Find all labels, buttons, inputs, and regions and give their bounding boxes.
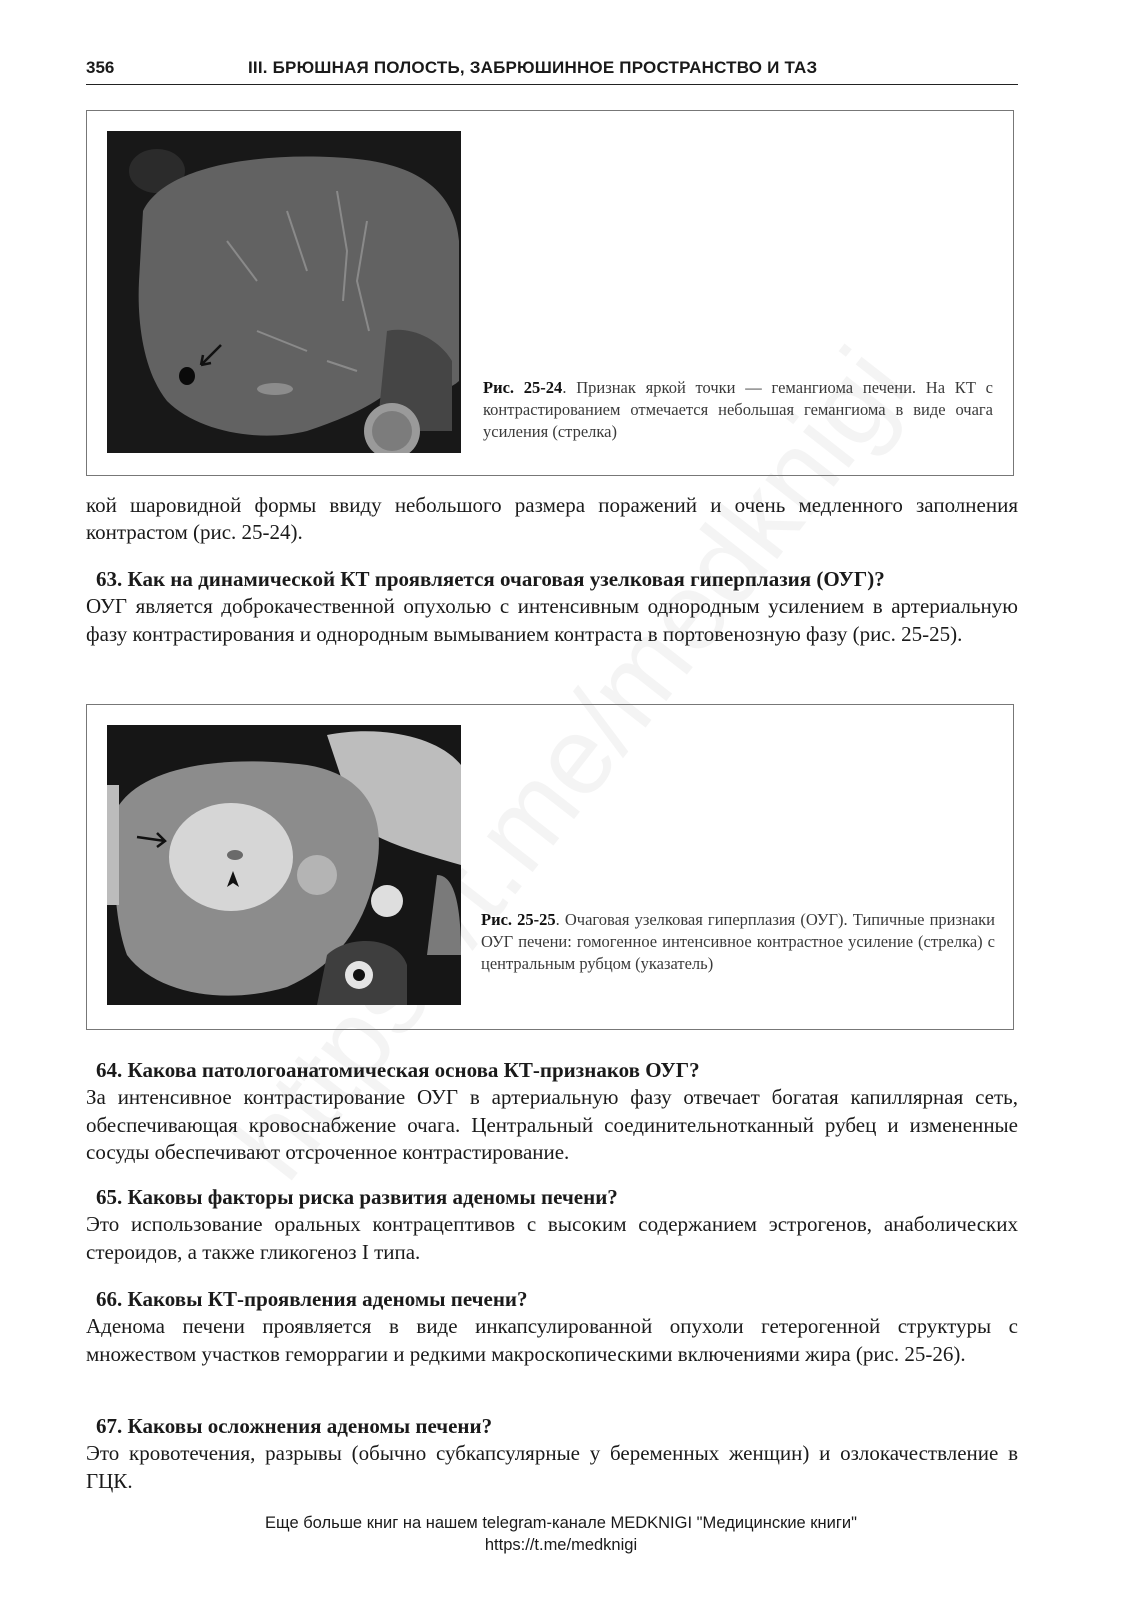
ct-scan-liver-icon	[107, 131, 461, 453]
question-67: 67. Каковы осложнения аденомы печени?	[96, 1414, 493, 1438]
body-paragraph: кой шаровидной формы ввиду небольшого размера поражений и очень медленного заполнения контрастом (рис. 25-24).	[86, 493, 1018, 545]
answer-65: Это использование оральных контрацептивов с высоким содержанием эстрогенов, анаболических стероидов, а также гликогеноз I типа.	[86, 1212, 1018, 1264]
answer-66: Аденома печени проявляется в виде инкапсулированной опухоли гетерогенной структуры с множеством участков геморрагии и редкими макроскопическими включениями жира (рис. 25-26).	[86, 1314, 1018, 1366]
answer-64: За интенсивное контрастирование ОУГ в артериальную фазу отвечает богатая капиллярная сеть, обеспечивающая кровоснабжение очага. Центральный соединительнотканный рубец и измененные сосуды обеспечивают отсроченное контрастирование.	[86, 1085, 1018, 1165]
question-63: 63. Как на динамической КТ проявляется очаговая узелковая гиперплазия (ОУГ)?	[96, 567, 885, 591]
figure-caption: Рис. 25-25. Очаговая узелковая гиперплазия (ОУГ). Типичные признаки ОУГ печени: гомогенное интенсивное контрастное усиление (стрелка) с центральным рубцом (указатель)	[481, 910, 995, 973]
section-64	[86, 1057, 1018, 1167]
answer-67: Это кровотечения, разрывы (обычно субкапсулярные у беременных женщин) и озлокачествление в ГЦК.	[86, 1441, 1018, 1493]
question-65: 65. Каковы факторы риска развития аденомы печени?	[96, 1185, 618, 1209]
section-63	[86, 566, 1018, 648]
figure-25-25	[86, 704, 1014, 1030]
footer-line: Еще больше книг на нашем telegram-канале MEDKNIGI "Медицинские книги"	[265, 1514, 857, 1532]
page-number: 356	[86, 58, 115, 77]
section-67	[86, 1413, 1018, 1495]
ct-scan-fnh-icon	[107, 725, 461, 1005]
page-footer	[0, 1512, 1122, 1556]
section-66	[86, 1286, 1018, 1368]
answer-63: ОУГ является доброкачественной опухолью с интенсивным однородным усилением в артериальную фазу контрастирования и однородным вымыванием контраста в портовенозную фазу (рис. 25-25).	[86, 594, 1018, 646]
ct-image-fnh	[107, 725, 461, 1005]
page-header	[86, 58, 1018, 85]
running-title: III. БРЮШНАЯ ПОЛОСТЬ, ЗАБРЮШИННОЕ ПРОСТРАНСТВО И ТАЗ	[248, 58, 818, 77]
figure-caption: Рис. 25-24. Признак яркой точки — гемангиома печени. На КТ с контрастированием отмечается небольшая гемангиома в виде очага усиления (стрелка)	[483, 378, 993, 441]
ct-image-hemangioma	[107, 131, 461, 453]
footer-link[interactable]: https://t.me/medknigi	[484, 1536, 638, 1554]
question-64: 64. Какова патологоанатомическая основа КТ-признаков ОУГ?	[96, 1058, 700, 1082]
section-65	[86, 1184, 1018, 1266]
figure-25-24	[86, 110, 1014, 476]
question-66: 66. Каковы КТ-проявления аденомы печени?	[96, 1287, 528, 1311]
